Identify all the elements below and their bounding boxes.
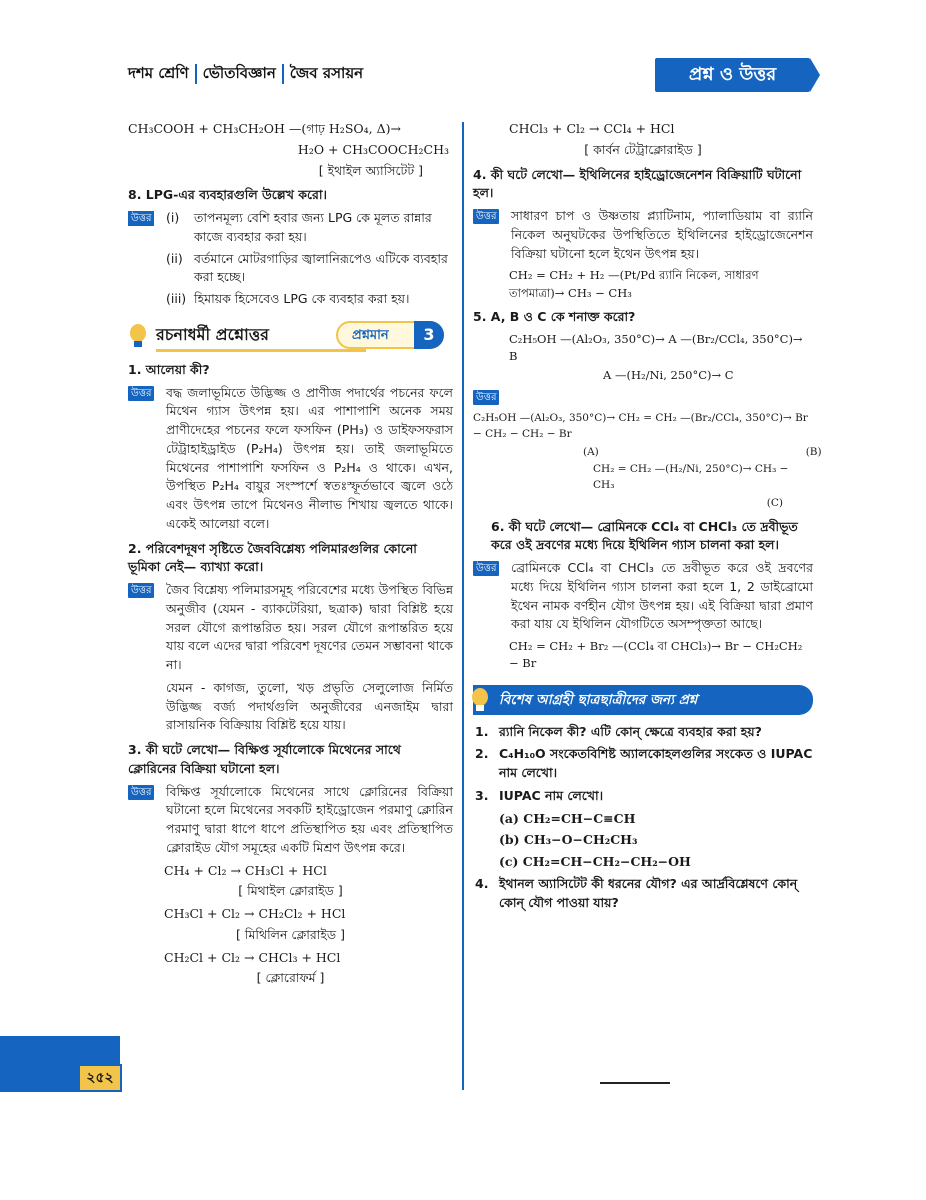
answer-tag: উত্তর: [128, 386, 154, 401]
right-column: [473, 118, 822, 916]
header-subject: ভৌতবিজ্ঞান: [202, 64, 276, 82]
answer-item: (ii) বর্তমানে মোটরগাড়ির জ্বালানিরূপেও এটিকে ব্যবহার করা হচ্ছে।: [166, 250, 448, 285]
header-class: দশম শ্রেণি: [128, 64, 189, 82]
answer-tag: উত্তর: [128, 211, 154, 226]
equation: CH₂Cl + Cl₂ → CHCl₃ + HCl: [164, 949, 341, 965]
page-header: [128, 62, 363, 85]
column-divider: [462, 122, 464, 1090]
header-chapter: জৈব রসায়ন: [289, 64, 364, 82]
answer-tag: উত্তর: [128, 785, 154, 800]
answer-tag: উত্তর: [473, 561, 499, 576]
left-column: [128, 118, 453, 992]
equation-caption: [ মিথাইল ক্লোরাইড ]: [238, 883, 343, 899]
equation: CH₄ + Cl₂ → CH₃Cl + HCl: [164, 862, 327, 878]
section-heading: [128, 319, 453, 353]
equation: CHCl₃ + Cl₂ → CCl₄ + HCl: [509, 121, 675, 136]
equation-labels: (C): [766, 496, 783, 509]
question-4: 4. কী ঘটে লেখো— ইথিলিনের হাইড্রোজেনেশন বিক্রিয়াটি ঘটানো হল।: [473, 166, 802, 201]
list-subitem: (b) CH₃−O−CH₂CH₃: [499, 832, 638, 848]
list-item: 1. র‍্যানি নিকেল কী? এটি কোন্ ক্ষেত্রে ব্যবহার করা হয়?: [475, 723, 762, 739]
section-title: রচনাধর্মী প্রশ্নোত্তর: [156, 324, 269, 344]
equation: CH₃COOH + CH₃CH₂OH —(গাঢ় H₂SO₄, Δ)→: [128, 121, 401, 136]
question-5: 5. A, B ও C কে শনাক্ত করো?: [473, 308, 636, 324]
special-section-title: বিশেষ আগ্রহী ছাত্রছাত্রীদের জন্য প্রশ্ন: [499, 691, 698, 708]
list-item: 2. C₄H₁₀O সংকেতবিশিষ্ট অ্যালকোহলগুলির সংকেত ও IUPAC নাম লেখো।: [475, 746, 813, 780]
equation-caption: [ মিথিলিন ক্লোরাইড ]: [236, 926, 345, 942]
answer-5: [473, 388, 813, 407]
equation: C₂H₅OH —(Al₂O₃, 350°C)→ CH₂ = CH₂ —(Br₂/CCl₄, 350°C)→ Br − CH₂ − CH₂ − Br: [473, 412, 808, 440]
question-8: 8. LPG-এর ব্যবহারগুলি উল্লেখ করো।: [128, 187, 327, 203]
equation: CH₂ = CH₂ —(H₂/Ni, 250°C)→ CH₃ − CH₃: [593, 463, 789, 491]
answer-tag: উত্তর: [128, 583, 154, 598]
answer-tag: উত্তর: [473, 390, 499, 405]
end-rule: [600, 1082, 670, 1084]
special-section-heading: [473, 685, 813, 715]
answer-3: উত্তর বিক্ষিপ্ত সূর্যালোকে মিথেনের সাথে ক্লোরিনের বিক্রিয়া ঘটানো হলে মিথেনের সবকটি হাইড্রোজেন পরমাণু ক্লোরিন পরমাণু দ্বারা ধাপে ধাপে প্রতিস্থাপিত হয় এবং প্রতিস্থাপিত ক্লোরাইড যৌগ সমূহের একটি মিশ্রণ উৎপন্ন করে।: [128, 783, 453, 858]
marks-number: 3: [414, 321, 444, 349]
answer-item: (iii) হিমায়ক হিসেবেও LPG কে ব্যবহার করা হয়।: [166, 291, 410, 306]
page-number: ২৫২: [78, 1064, 122, 1092]
list-item: 3. IUPAC নাম লেখো।: [475, 787, 604, 803]
answer-2-example: যেমন - কাগজ, তুলো, খড় প্রভৃতি সেলুলোজ নির্মিত উদ্ভিজ্জ বর্জ্য পদার্থগুলি অনুজীবের এনজাইম দ্বারা রাসায়নিক বিক্রিয়ায় বিশ্লিষ্ট হয়ে যায়।: [166, 679, 453, 733]
equation-caption: [ কার্বন টেট্রাক্লোরাইড ]: [584, 141, 702, 157]
equation: H₂O + CH₃COOCH₂CH₃: [297, 141, 449, 157]
question-3: 3. কী ঘটে লেখো— বিক্ষিপ্ত সূর্যালোকে মিথেনের সাথে ক্লোরিনের বিক্রিয়া ঘটানো হল।: [128, 742, 401, 776]
answer-2: উত্তর জৈব বিশ্লেষ্য পলিমারসমূহ পরিবেশের মধ্যে উপস্থিত বিভিন্ন অনুজীব (যেমন - ব্যাকটেরিয়া, ছত্রাক) দ্বারা বিশ্লিষ্ট হয়ে সরল যৌগে রূপান্তরিত হয়। সরল যৌগে রূপান্তরিত হয়ে যায় বলে এদের দ্বারা পরিবেশ দূষণের তেমন সম্ভাবনা থাকে না।: [128, 581, 453, 675]
qa-badge: প্রশ্ন ও উত্তর: [655, 58, 810, 92]
practice-questions: [473, 723, 813, 913]
answer-tag: উত্তর: [473, 209, 499, 224]
list-item: 4. ইথানল অ্যাসিটেট কী ধরনের যৌগ? এর আর্দ্রবিশ্লেষণে কোন্ কোন্ যৌগ পাওয়া যায়?: [475, 875, 798, 910]
equation-caption: [ ইথাইল অ্যাসিটেট ]: [318, 162, 423, 178]
bulb-icon: [128, 323, 148, 349]
list-subitem: (a) CH₂=CH−C≡CH: [499, 810, 636, 826]
answer-6: উত্তর ব্রোমিনকে CCl₄ বা CHCl₃ তে দ্রবীভূত করে ওই দ্রবণের মধ্যে দিয়ে ইথিলিন গ্যাস চালনা করা হলে 1, 2 ডাইব্রোমো ইথেন নামক বর্ণহীন যৌগ উৎপন্ন হয়। এই বিক্রিয়া দ্বারা প্রমাণ করা যায় যে ইথিলিন যৌগটিতে অসম্পৃক্ততা আছে।: [473, 559, 813, 634]
equation-labels: (A) (B): [583, 445, 822, 458]
question-2: 2. পরিবেশদূষণ সৃষ্টিতে জৈববিশ্লেষ্য পলিমারগুলির কোনো ভূমিকা নেই— ব্যাখ্যা করো।: [128, 540, 417, 575]
marks-pill: প্রশ্নমান 3: [336, 321, 444, 349]
question-6: 6. কী ঘটে লেখো— ব্রোমিনকে CCl₄ বা CHCl₃ তে দ্রবীভূত করে ওই দ্রবণের মধ্যে দিয়ে ইথিলিন গ্যাস চালনা করা হল।: [491, 518, 798, 553]
equation-caption: [ ক্লোরোফর্ম ]: [256, 970, 325, 986]
answer-item: উত্তর (i) তাপনমূল্য বেশি হবার জন্য LPG কে মূলত রান্নার কাজে ব্যবহার করা হয়।: [128, 209, 453, 247]
answer-1: উত্তর বদ্ধ জলাভূমিতে উদ্ভিজ্জ ও প্রাণীজ পদার্থের পচনের ফলে মিথেন গ্যাস উৎপন্ন হয়। এর পাশাপাশি অনেক সময় প্রাণীদেহের পচনের ফলে ফসফিন (PH₃) ও ডাইফসফরাস টেট্রাহাইড্রাইড (P₂H₄) উৎপন্ন হয়। তাই জলাভূমিতে মিথেনের পাশাপাশি ফসফিন ও P₂H₄ ও থাকে। এখন, উপস্থিত P₂H₄ বায়ুর সংস্পর্শে স্বতঃস্ফূর্তভাবে জ্বলে ওঠে এবং উৎপন্ন তাপে মিথেনও নীলাভ শিখায় জ্বলতে থাকে। একেই আলেয়া বলে।: [128, 384, 453, 534]
equation: A —(H₂/Ni, 250°C)→ C: [603, 368, 734, 382]
answer-4: উত্তর সাধারণ চাপ ও উষ্ণতায় প্ল্যাটিনাম, প্যালাডিয়াম বা র‍্যানি নিকেল অনুঘটকের উপস্থিতিতে ইথিলিনের হাইড্রোজেনেশন বিক্রিয়া ঘটানো হলে ইথেন উৎপন্ন হয়।: [473, 207, 813, 263]
bulb-icon: [469, 687, 491, 713]
equation: CH₃Cl + Cl₂ → CH₂Cl₂ + HCl: [164, 906, 346, 921]
equation: C₂H₅OH —(Al₂O₃, 350°C)→ A —(Br₂/CCl₄, 350°C)→ B: [509, 331, 803, 363]
list-subitem: (c) CH₂=CH−CH₂−CH₂−OH: [499, 854, 691, 869]
question-1: 1. আলেয়া কী?: [128, 361, 210, 377]
equation: CH₂ = CH₂ + H₂ —(Pt/Pd র‍্যানি নিকেল, সাধারণ তাপমাত্রা)→ CH₃ − CH₃: [509, 268, 759, 300]
equation: CH₂ = CH₂ + Br₂ —(CCl₄ বা CHCl₃)→ Br − CH₂CH₂ − Br: [509, 639, 803, 671]
